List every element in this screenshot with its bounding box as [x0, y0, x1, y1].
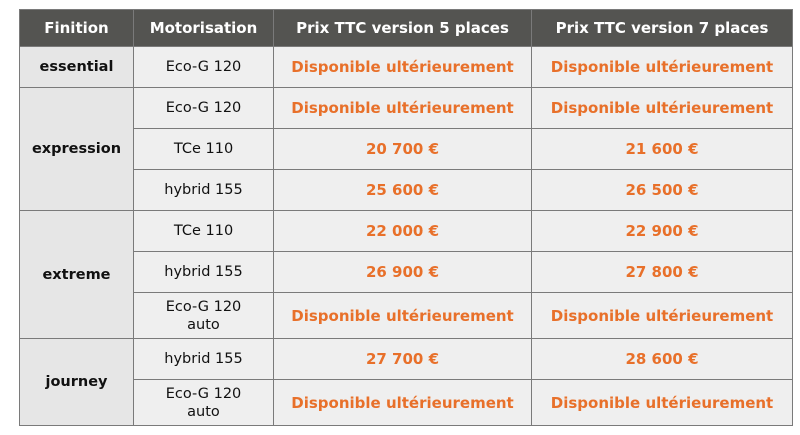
motorisation-cell [134, 211, 274, 252]
motorisation-cell [134, 47, 274, 88]
price-5-places-cell: 26 900 € [274, 252, 532, 293]
price-5-places-cell: 20 700 € [274, 129, 532, 170]
motorisation-text: Eco-G 120 [165, 100, 242, 116]
finition-cell: extreme [20, 211, 134, 339]
motorisation-cell [134, 252, 274, 293]
price-7-places-cell: 22 900 € [532, 211, 793, 252]
header-motorisation: Motorisation [134, 10, 274, 47]
table-row [20, 47, 793, 88]
price-7-places-cell: 26 500 € [532, 170, 793, 211]
price-7-places-cell: 21 600 € [532, 129, 793, 170]
price-7-places-cell: 27 800 € [532, 252, 793, 293]
motorisation-cell [134, 88, 274, 129]
motorisation-text: hybrid 155 [164, 264, 243, 280]
table-row [20, 339, 793, 380]
finition-cell: journey [20, 339, 134, 426]
finition-cell: essential [20, 47, 134, 88]
header-finition: Finition [20, 10, 134, 47]
finition-cell: expression [20, 88, 134, 211]
table-row [20, 211, 793, 252]
motorisation-cell [134, 380, 274, 426]
header-prix-7-places: Prix TTC version 7 places [532, 10, 793, 47]
price-7-places-cell: Disponible ultérieurement [532, 47, 793, 88]
table-row [20, 252, 793, 293]
price-7-places-cell: Disponible ultérieurement [532, 293, 793, 339]
price-table-container [19, 9, 793, 426]
motorisation-text: hybrid 155 [164, 182, 243, 198]
motorisation-subtext: auto [187, 403, 220, 420]
motorisation-cell [134, 293, 274, 339]
price-7-places-cell: Disponible ultérieurement [532, 88, 793, 129]
motorisation-cell [134, 129, 274, 170]
price-5-places-cell: Disponible ultérieurement [274, 293, 532, 339]
price-table [19, 9, 793, 426]
table-row [20, 293, 793, 339]
price-5-places-cell: Disponible ultérieurement [274, 47, 532, 88]
price-7-places-cell: 28 600 € [532, 339, 793, 380]
table-row [20, 170, 793, 211]
table-row [20, 380, 793, 426]
table-row [20, 129, 793, 170]
motorisation-subtext: auto [187, 316, 220, 333]
motorisation-text: TCe 110 [173, 141, 234, 157]
motorisation-text: TCe 110 [173, 223, 234, 239]
motorisation-text: Eco-G 120 [165, 298, 242, 315]
motorisation-text: hybrid 155 [164, 351, 243, 367]
motorisation-cell [134, 339, 274, 380]
price-5-places-cell: Disponible ultérieurement [274, 380, 532, 426]
motorisation-cell [134, 170, 274, 211]
price-5-places-cell: 27 700 € [274, 339, 532, 380]
table-row [20, 88, 793, 129]
header-prix-5-places: Prix TTC version 5 places [274, 10, 532, 47]
price-5-places-cell: 25 600 € [274, 170, 532, 211]
price-5-places-cell: Disponible ultérieurement [274, 88, 532, 129]
motorisation-text: Eco-G 120 [165, 59, 242, 75]
header-row [20, 10, 793, 47]
motorisation-text: Eco-G 120 [165, 385, 242, 402]
price-7-places-cell: Disponible ultérieurement [532, 380, 793, 426]
price-5-places-cell: 22 000 € [274, 211, 532, 252]
